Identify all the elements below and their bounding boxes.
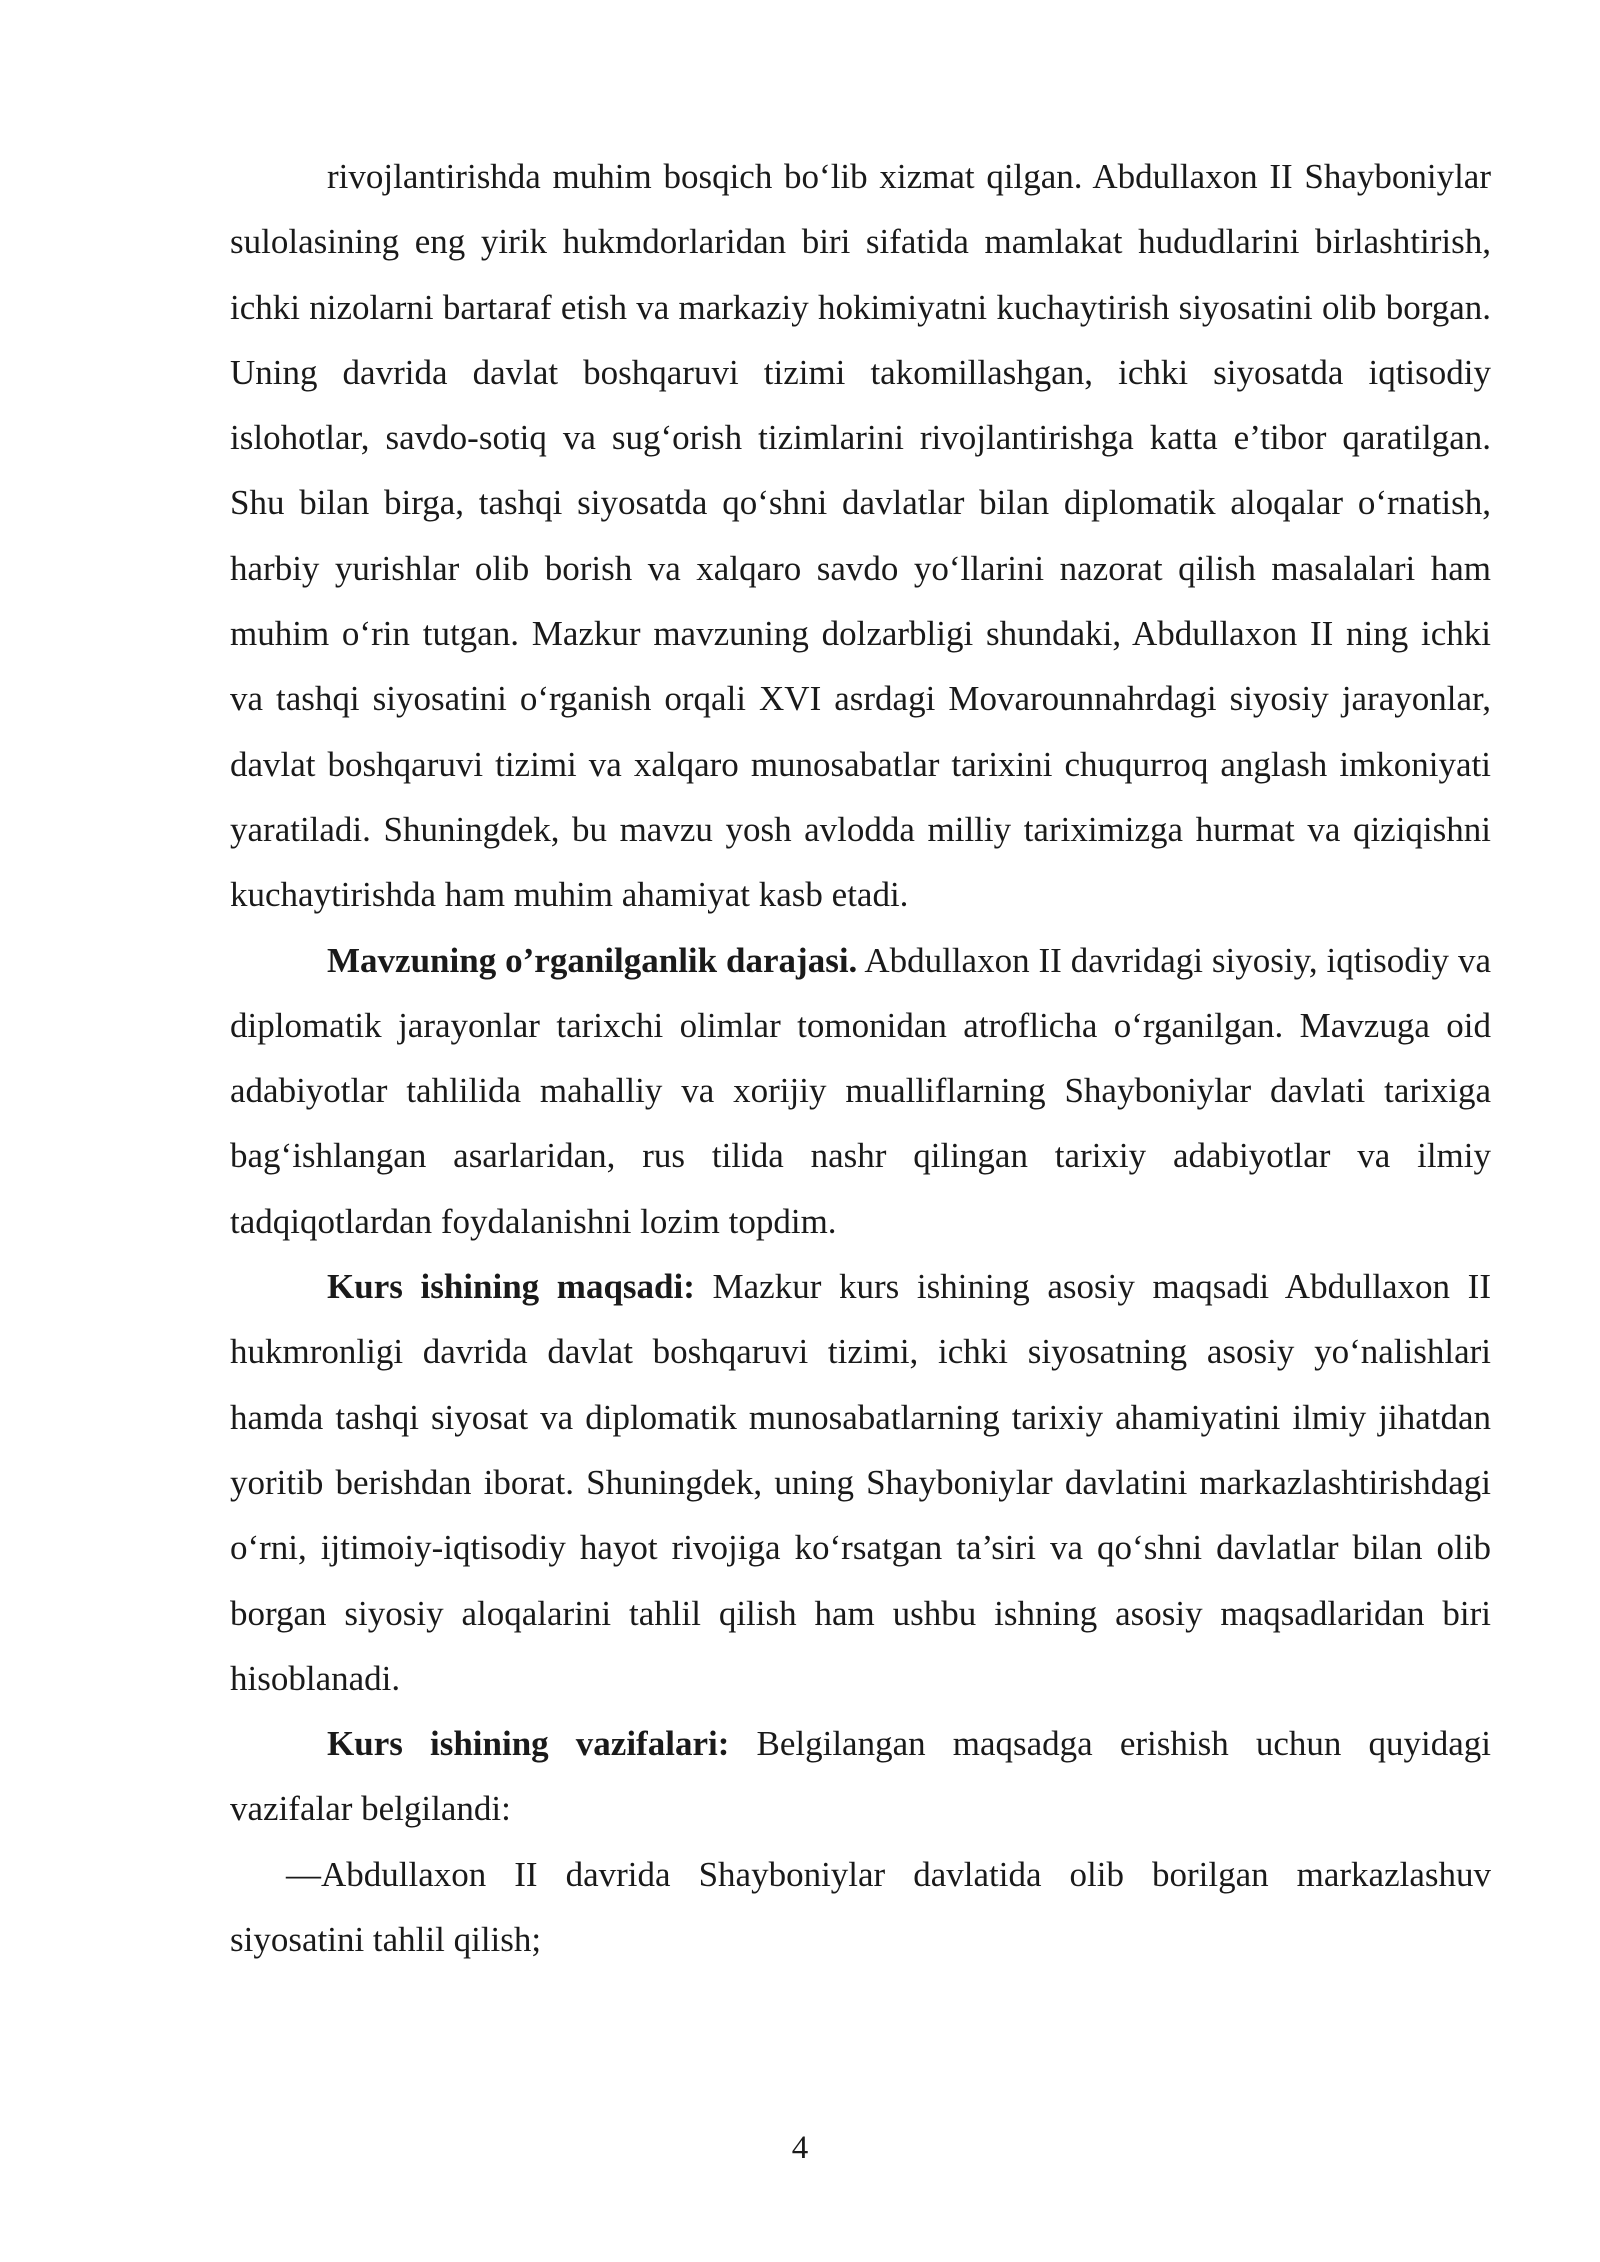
paragraph-relevance <box>230 144 1491 928</box>
paragraph-study-level <box>230 928 1491 1254</box>
body-text <box>230 144 1491 1972</box>
page-number: 4 <box>791 2130 809 2166</box>
paragraph-text: rivojlantirishda muhim bosqich bo‘lib xizmat qilgan. Abdullaxon II Shayboniylar sulolasining eng yirik hukmdorlaridan biri sifatida mamlakat hududlarini birlashtirish, ichki nizolarni bartaraf etish va markaziy hokimiyatni kuchaytirish siyosatini olib borgan. Uning davrida davlat boshqaruvi tizimi takomillashgan, ichki siyosatda iqtisodiy islohotlar, savdo-sotiq va sug‘orish tizimlarini rivojlantirishga katta e’tibor qaratilgan. Shu bilan birga, tashqi siyosatda qo‘shni davlatlar bilan diplomatik aloqalar o‘rnatish, harbiy yurishlar olib borish va xalqaro savdo yo‘llarini nazorat qilish masalalari ham muhim o‘rin tutgan. Mazkur mavzuning dolzarbligi shundaki, Abdullaxon II ning ichki va tashqi siyosatini o‘rganish orqali XVI asrdagi Movarounnahrdagi siyosiy jarayonlar, davlat boshqaruvi tizimi va xalqaro munosabatlar tarixini chuqurroq anglash imkoniyati yaratiladi. Shuningdek, bu mavzu yosh avlodda milliy tariximizga hurmat va qiziqishni kuchaytirishda ham muhim ahamiyat kasb etadi. <box>230 157 1491 915</box>
paragraph-text: Mazkur kurs ishining asosiy maqsadi Abdullaxon II hukmronligi davrida davlat boshqaruvi tizimi, ichki siyosatning asosiy yo‘nalishlari hamda tashqi siyosat va diplomatik munosabatlarning tarixiy ahamiyatini ilmiy jihatdan yoritib berishdan iborat. Shuningdek, uning Shayboniylar davlatini markazlashtirishdagi o‘rni, ijtimoiy-iqtisodiy hayot rivojiga ko‘rsatgan ta’siri va qo‘shni davlatlar bilan olib borgan siyosiy aloqalarini tahlil qilish ham ushbu ishning asosiy maqsadlaridan biri hisoblanadi. <box>230 1267 1491 1698</box>
paragraph-text: Abdullaxon II davridagi siyosiy, iqtisodiy va diplomatik jarayonlar tarixchi olimlar tomonidan atroflicha o‘rganilgan. Mavzuga oid adabiyotlar tahlilida mahalliy va xorijiy mualliflarning Shayboniylar davlati tarixiga bag‘ishlangan asarlaridan, rus tilida nashr qilingan tarixiy adabiyotlar va ilmiy tadqiqotlardan foydalanishni lozim topdim. <box>230 940 1492 1241</box>
paragraph-text: Belgilangan maqsadga erishish uchun quyidagi vazifalar belgilandi: <box>230 1724 1491 1829</box>
list-item-task-1 <box>230 1842 1491 1973</box>
paragraph-text: —Abdullaxon II davrida Shayboniylar davlatida olib borilgan markazlashuv siyosatini tahlil qilish; <box>230 1854 1491 1960</box>
paragraph-heading: Kurs ishining vazifalari: <box>327 1724 730 1764</box>
paragraph-heading: Mavzuning o’rganilganlik darajasi. <box>327 940 858 980</box>
paragraph-goal <box>230 1254 1491 1711</box>
paragraph-tasks <box>230 1711 1491 1842</box>
paragraph-heading: Kurs ishining maqsadi: <box>327 1267 695 1307</box>
